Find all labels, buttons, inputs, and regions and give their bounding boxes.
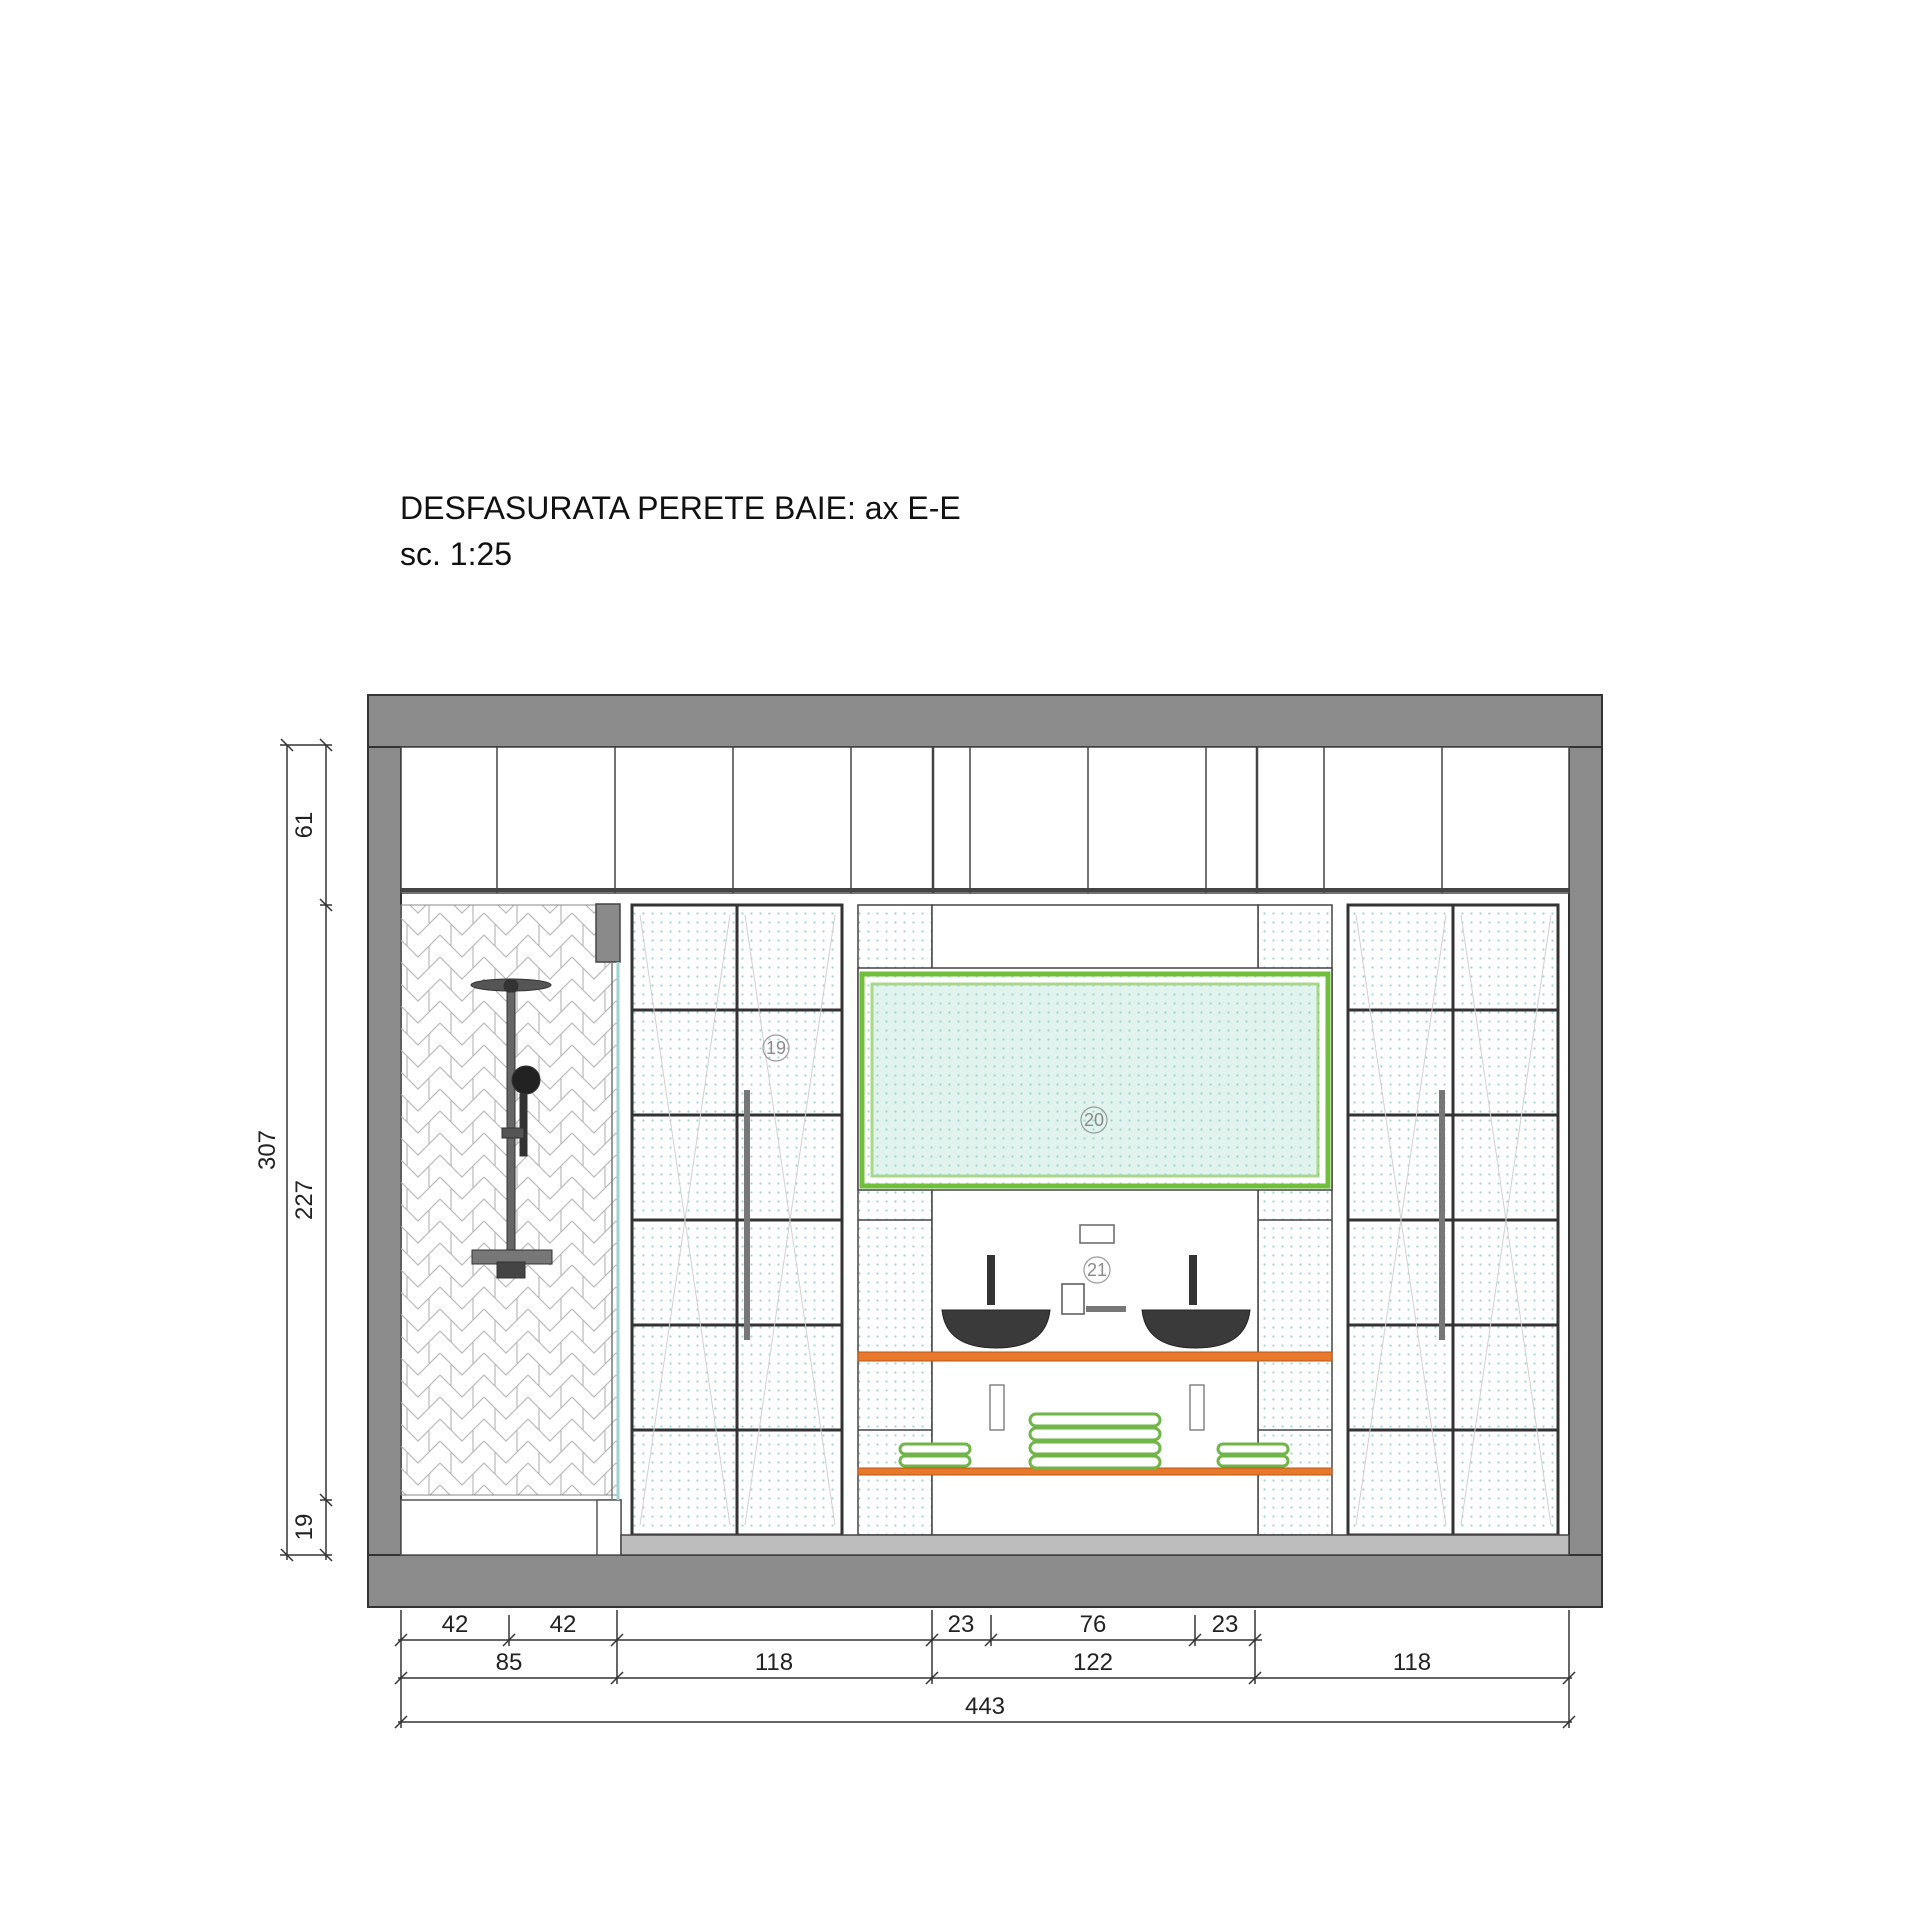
title-scale: sc. 1:25: [400, 536, 513, 572]
floor-finish: [621, 1535, 1569, 1555]
dim-right-doors: 118: [1392, 1649, 1432, 1676]
dim-shower-right: 42: [549, 1611, 577, 1638]
tag-glass-panel: 19: [765, 1038, 787, 1058]
soap-dispenser-icon: [1062, 1284, 1084, 1314]
dim-total-height: 307: [254, 1129, 281, 1171]
ceiling-slab: [368, 695, 1602, 747]
dim-shower-left: 42: [441, 1611, 469, 1638]
upper-cabinets: [401, 747, 1569, 893]
shower-tray: [401, 1500, 621, 1555]
glass-partition-right: [1348, 905, 1558, 1535]
vertical-dimension-labels: [254, 812, 318, 1541]
hand-shower-icon: [512, 1066, 540, 1094]
door-handle-right-icon: [1439, 1090, 1445, 1340]
glass-partition-left: [632, 905, 842, 1535]
vertical-dimensions: [280, 739, 332, 1561]
mirror: [858, 968, 1332, 1190]
power-socket-icon: [1080, 1225, 1114, 1243]
horizontal-dimension-labels: [442, 1611, 1431, 1720]
dim-vanity-right: 23: [1211, 1611, 1239, 1638]
faucet-right-icon: [1189, 1255, 1197, 1305]
shower-valve-box: [596, 904, 620, 962]
tag-accessories: 21: [1086, 1260, 1108, 1280]
dim-vanity-zone: 122: [1072, 1649, 1114, 1676]
floor-slab: [368, 1555, 1602, 1607]
upper-shelf: [858, 1352, 1332, 1361]
dim-height-bottom: 19: [291, 1513, 318, 1541]
faucet-left-icon: [987, 1255, 995, 1305]
title-line-1: DESFASURATA PERETE BAIE: ax E-E: [400, 490, 961, 526]
dim-height-top: 61: [291, 811, 318, 839]
dim-vanity-center: 76: [1079, 1611, 1107, 1638]
dim-height-middle: 227: [291, 1179, 318, 1221]
dim-vanity-left: 23: [947, 1611, 975, 1638]
door-handle-icon: [744, 1090, 750, 1340]
shower-zone: [401, 904, 621, 1555]
right-wall: [1569, 747, 1602, 1555]
tag-mirror: 20: [1083, 1110, 1105, 1130]
left-wall: [368, 747, 401, 1555]
dim-shower-zone: 85: [495, 1649, 523, 1676]
dim-total-width: 443: [964, 1693, 1006, 1720]
dim-left-doors: 118: [754, 1649, 794, 1676]
